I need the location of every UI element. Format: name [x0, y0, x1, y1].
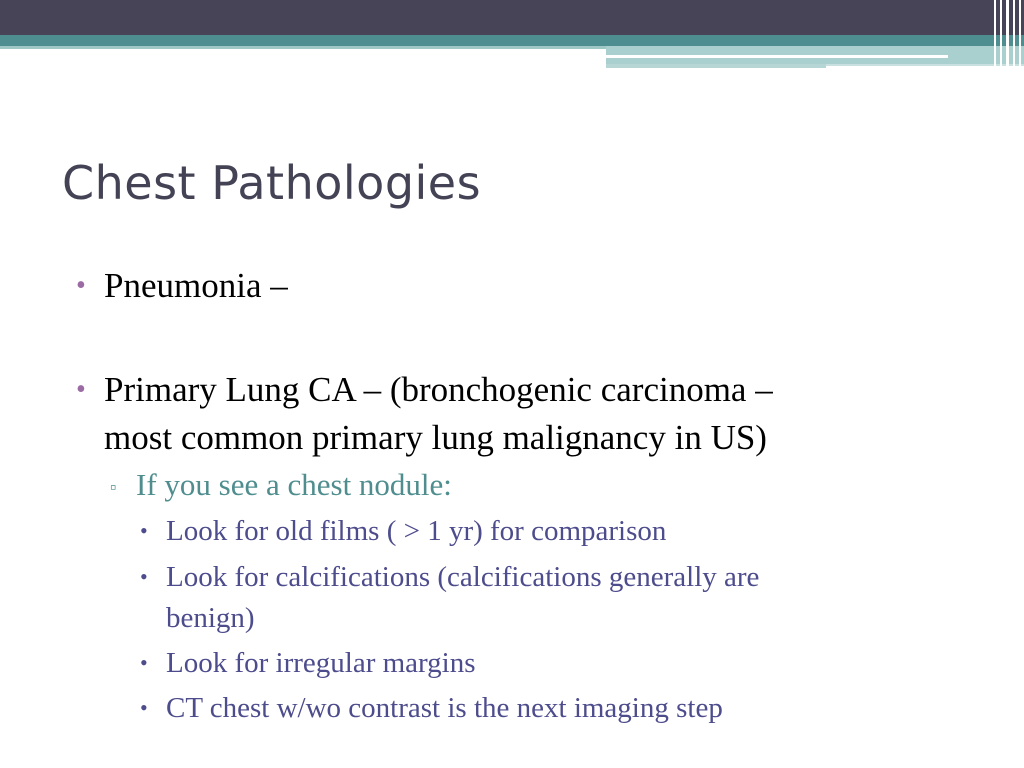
small-dot-icon: •	[140, 564, 148, 589]
sub-sub-bullet-text: Look for irregular margins	[166, 647, 476, 679]
sub-sub-bullet-text: benign)	[166, 602, 255, 634]
sub-sub-bullet-text: CT chest w/wo contrast is the next imaging step	[166, 692, 723, 724]
sub-bullet-text: If you see a chest nodule:	[136, 467, 452, 502]
sub-sub-bullet-text: Look for calcifications (calcifications generally are	[166, 561, 760, 593]
small-dot-icon: •	[140, 518, 148, 543]
small-dot-icon: •	[140, 650, 148, 675]
bullet-text: most common primary lung malignancy in US)	[104, 418, 767, 457]
sub-sub-bullet-text: Look for old films ( > 1 yr) for comparison	[166, 515, 667, 547]
bullet-text: Pneumonia –	[104, 266, 288, 305]
square-bullet-icon: ▫	[110, 477, 117, 497]
small-dot-icon: •	[140, 695, 148, 720]
bullet-dot-icon: •	[76, 270, 86, 301]
slide-title: Chest Pathologies	[62, 156, 482, 210]
bullet-text: Primary Lung CA – (bronchogenic carcinoma –	[104, 370, 773, 409]
bullet-dot-icon: •	[76, 374, 86, 405]
